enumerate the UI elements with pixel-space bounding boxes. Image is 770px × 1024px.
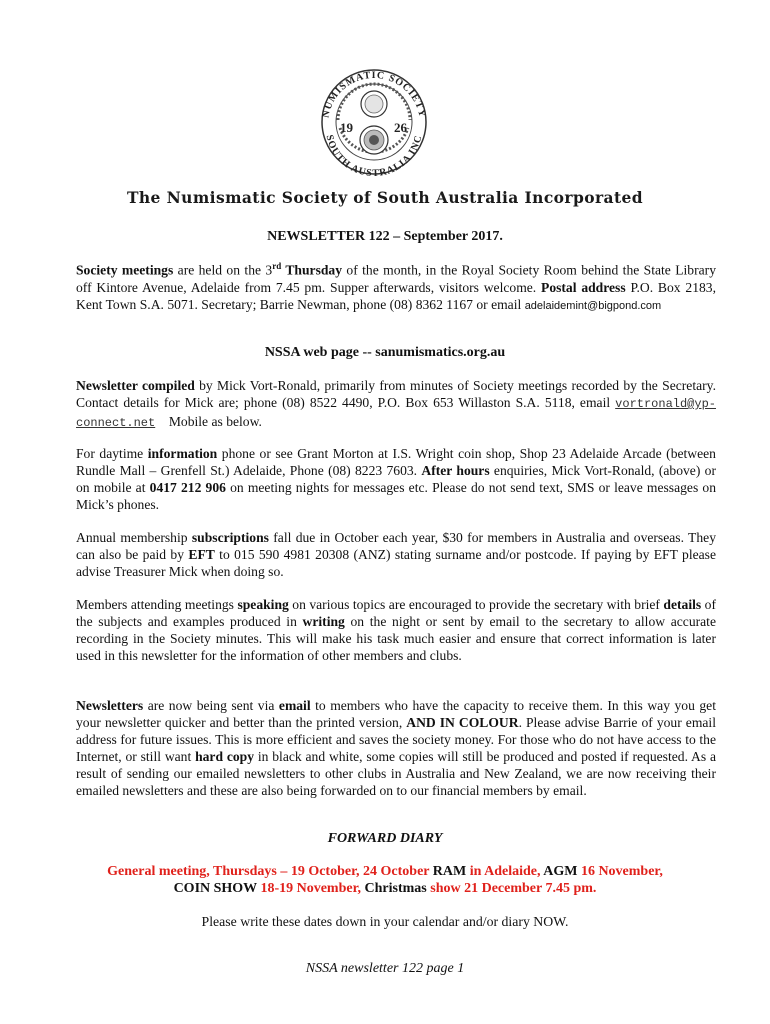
speaking-text-2: on various topics are encouraged to provide the secretary with brief — [288, 597, 664, 612]
diary-in-adelaide: in Adelaide, — [466, 864, 544, 879]
eft-label: EFT — [188, 547, 215, 562]
info-text-4: on meeting nights for messages etc. Please do not send text, SMS or leave messages on Mick’s phones. — [76, 480, 716, 512]
subs-text-2: fall due in October each year, $30 for members in Australia and overseas. They can also be paid by — [76, 530, 716, 562]
diary-line-2 — [0, 881, 770, 897]
forward-diary-title: FORWARD DIARY — [327, 831, 443, 846]
email-label: email — [278, 698, 311, 713]
diary-coin-show-date: 18-19 November, — [256, 881, 365, 896]
meetings-superscript: rd — [272, 261, 282, 271]
meetings-location: of the month, in the Royal Society Room behind the State Library off Kintore Avenue, Adelaide from 7.45 pm. Supper afterwards, visitors welcome. — [76, 262, 716, 295]
information-paragraph — [76, 445, 716, 513]
info-text-3: enquiries, Mick Vort-Ronald, (above) or on mobile at — [76, 463, 716, 495]
diary-coin-show-label: COIN SHOW — [173, 881, 257, 896]
in-colour-label: AND IN COLOUR — [406, 715, 519, 730]
postal-address-text: P.O. Box 2183, Kent Town S.A. 5071. Secretary; Barrie Newman, phone (08) 8362 1167 or email — [76, 279, 716, 312]
info-text-2: phone or see Grant Morton at I.S. Wright coin shop, Shop 23 Adelaide Arcade (between Rundle Mall – Grenfell St.) Adelaide, Phone (08) 8223 7603. — [76, 446, 716, 478]
meetings-paragraph — [76, 258, 716, 315]
diary-agm-date: 16 November, — [577, 864, 663, 879]
postal-address-label: Postal address — [541, 279, 626, 295]
compiled-paragraph — [76, 377, 716, 432]
newsletters-text-3: . Please advise Barrie of your email address for future issues. This is more efficient and saves the society money. For those who do not have access to the Internet, or still want — [76, 715, 716, 764]
newsletters-text-2: to members who have the capacity to receive them. In this way you get your newsletter quicker and better than the printed version, — [76, 698, 716, 730]
seal-ring-bottom: SOUTH AUSTRALIA INC — [323, 133, 425, 180]
info-text-1: For daytime — [76, 446, 148, 461]
diary-general-meeting: General meeting, Thursdays – 19 October, 24 October — [107, 864, 433, 879]
newsletters-text-4: in black and white, some copies will still be produced and posted if requested. As a result of sending our emailed newsletters to other clubs in Australia and New Zealand, we are now receiving their emailed newsletters and these are also being forwarded on to our financial members by email. — [76, 749, 716, 798]
diary-christmas-label: Christmas — [364, 881, 427, 896]
seal-year-right: 26 — [394, 120, 407, 135]
compiler-email-link[interactable]: vortronald@yp-connect.net — [76, 397, 716, 430]
speaking-label: speaking — [237, 597, 289, 612]
meetings-day: Thursday — [281, 262, 343, 278]
diary-christmas-date: show 21 December 7.45 pm. — [426, 881, 597, 896]
speaking-text-1: Members attending meetings — [76, 597, 238, 612]
meetings-text: are held on the 3 — [173, 262, 273, 278]
secretary-email-link[interactable]: adelaidemint@bigpond.com — [524, 299, 662, 312]
seal-ring-top: NUMISMATIC SOCIETY — [320, 69, 428, 119]
mobile-number: 0417 212 906 — [149, 480, 226, 495]
page-footer: NSSA newsletter 122 page 1 — [305, 961, 465, 976]
after-hours-label: After hours — [421, 463, 490, 478]
speaking-text-3: of the subjects and examples produced in — [76, 597, 716, 629]
newsletter-headline: NEWSLETTER 122 – September 2017. — [267, 229, 503, 244]
writing-label: writing — [302, 614, 345, 629]
diary-line-1 — [0, 864, 770, 880]
seal-year-left: 19 — [340, 120, 353, 135]
write-dates-note: Please write these dates down in your calendar and/or diary NOW. — [201, 914, 569, 929]
info-label: information — [147, 446, 218, 461]
diary-agm-label: AGM — [543, 864, 578, 879]
newsletters-paragraph — [76, 697, 716, 799]
subs-label: subscriptions — [191, 530, 269, 545]
newsletters-label: Newsletters — [76, 698, 144, 713]
speaking-paragraph — [76, 596, 716, 664]
compiled-text: by Mick Vort-Ronald, primarily from minutes of Society meetings recorded by the Secretary. Contact details for Mick are; phone (08) 8522 4490, P.O. Box 653 Willaston S.A. 5118, email — [76, 378, 716, 410]
meetings-label: Society meetings — [76, 262, 174, 278]
society-title: The Numismatic Society of South Australia Incorporated — [126, 188, 644, 207]
details-label: details — [663, 597, 702, 612]
web-page-line: NSSA web page -- sanumismatics.org.au — [264, 345, 506, 360]
subs-text-1: Annual membership — [76, 530, 192, 545]
hard-copy-label: hard copy — [195, 749, 255, 764]
speaking-text-4: on the night or sent by email to the secretary to allow accurate recording in the Society minutes. This will make his task much easier and ensure that correct information is later used in this newsletter for the information of other members and clubs. — [76, 614, 716, 663]
diary-ram-label: RAM — [432, 864, 467, 879]
compiled-mobile-note: Mobile as below. — [155, 414, 262, 429]
society-seal-logo — [318, 62, 430, 186]
subs-text-3: to 015 590 4981 20308 (ANZ) stating surname and/or postcode. If paying by EFT please advise Treasurer Mick when doing so. — [76, 547, 716, 579]
subscriptions-paragraph — [76, 529, 716, 580]
seal-emblem — [318, 62, 430, 186]
newsletters-text-1: are now being sent via — [143, 698, 279, 713]
compiled-label: Newsletter compiled — [76, 378, 195, 393]
